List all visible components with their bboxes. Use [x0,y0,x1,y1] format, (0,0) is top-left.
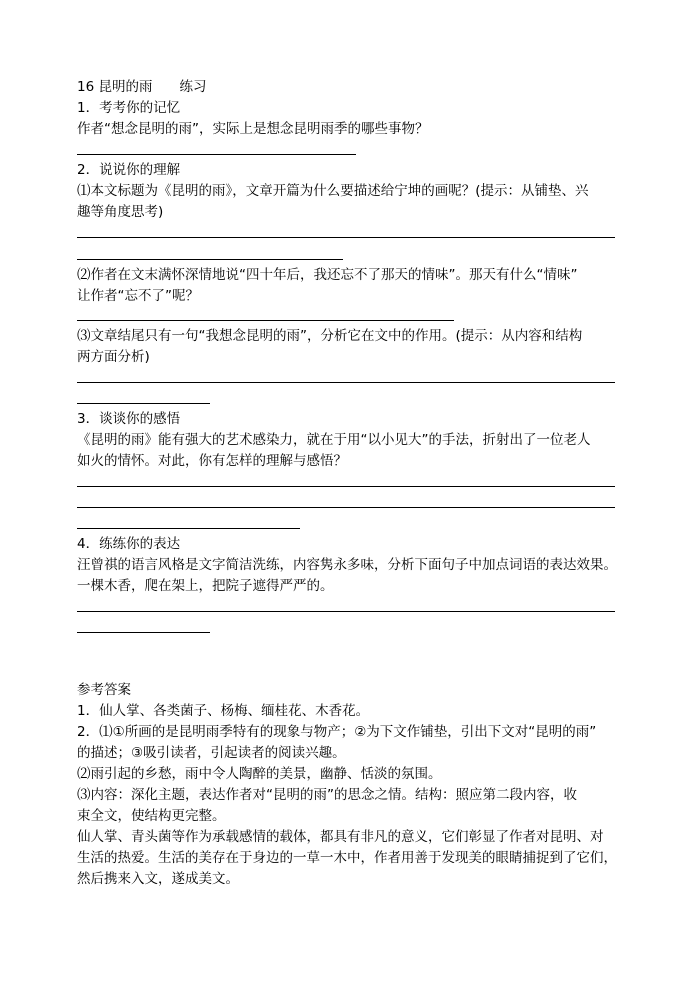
q3-heading: 3．谈谈你的感悟 [77,411,181,427]
q4-answer-line-2 [77,632,210,633]
answer-2-part2: ⑵雨引起的乡愁，雨中令人陶醉的美景，幽静、恬淡的氛围。 [77,766,442,782]
q2-p1-answer-line-2 [77,259,343,260]
answer-3-line1: 仙人掌、青头菌等作为承载感情的载体，都具有非凡的意义，它们彰显了作者对昆明、对 [77,829,604,845]
q2-p2-line2: 让作者“忘不了”呢？ [77,288,199,304]
q2-p3-line1: ⑶文章结尾只有一句“我想念昆明的雨”，分析它在文中的作用。(提示：从内容和结构 [77,328,583,344]
q4-line1: 汪曾祺的语言风格是文字简洁洗练，内容隽永多味，分析下面句子中加点词语的表达效果。 [77,557,617,573]
q4-heading: 4．练练你的表达 [77,536,181,552]
q3-line1: 《昆明的雨》能有强大的艺术感染力，就在于用“以小见大”的手法，折射出了一位老人 [77,432,591,448]
q2-p3-line2: 两方面分析) [77,349,150,365]
answers-heading: 参考答案 [77,682,131,698]
q1-answer-line [77,154,356,155]
q2-p1-answer-line-1 [77,237,615,238]
answer-3-line3: 然后携来入文，遂成美文。 [77,871,239,887]
q4-answer-line-1 [77,611,615,612]
q3-answer-line-1 [77,486,615,487]
answer-2-line2: 的描述；③吸引读者，引起读者的阅读兴趣。 [77,745,346,761]
answer-2-part3-line2: 束全文，使结构更完整。 [77,808,226,824]
q2-p2-line1: ⑵作者在文末满怀深情地说“四十年后，我还忘不了那天的情味”。那天有什么“情味” [77,267,578,283]
q1-heading: 1．考考你的记忆 [77,100,181,116]
q4-line2: 一棵木香，爬在架上，把院子遮得严严的。 [77,578,334,594]
q2-p1-line2: 趣等角度思考) [77,204,164,220]
q2-p3-answer-line-2 [77,403,210,404]
answer-1: 1．仙人掌、各类菌子、杨梅、缅桂花、木香花。 [77,703,370,719]
q3-answer-line-3 [77,528,300,529]
answer-2-line1: 2．⑴①所画的是昆明雨季特有的现象与物产；②为下文作铺垫，引出下文对“昆明的雨” [77,724,597,740]
answer-3-line2: 生活的热爱。生活的美存在于身边的一草一木中，作者用善于发现美的眼睛捕捉到了它们， [77,850,617,866]
q2-p1-line1: ⑴本文标题为《昆明的雨》，文章开篇为什么要描述给宁坤的画呢？(提示：从铺垫、兴 [77,183,589,199]
worksheet-title: 16 昆明的雨 练习 [77,79,207,95]
q1-text: 作者“想念昆明的雨”，实际上是想念昆明雨季的哪些事物？ [77,121,429,137]
q2-heading: 2．说说你的理解 [77,162,181,178]
q2-p2-answer-line [77,320,454,321]
q3-answer-line-2 [77,507,615,508]
answer-2-part3-line1: ⑶内容：深化主题，表达作者对“昆明的雨”的思念之情。结构：照应第二段内容，收 [77,787,577,803]
q2-p3-answer-line-1 [77,382,615,383]
q3-line2: 如火的情怀。对此，你有怎样的理解与感悟？ [77,453,347,469]
